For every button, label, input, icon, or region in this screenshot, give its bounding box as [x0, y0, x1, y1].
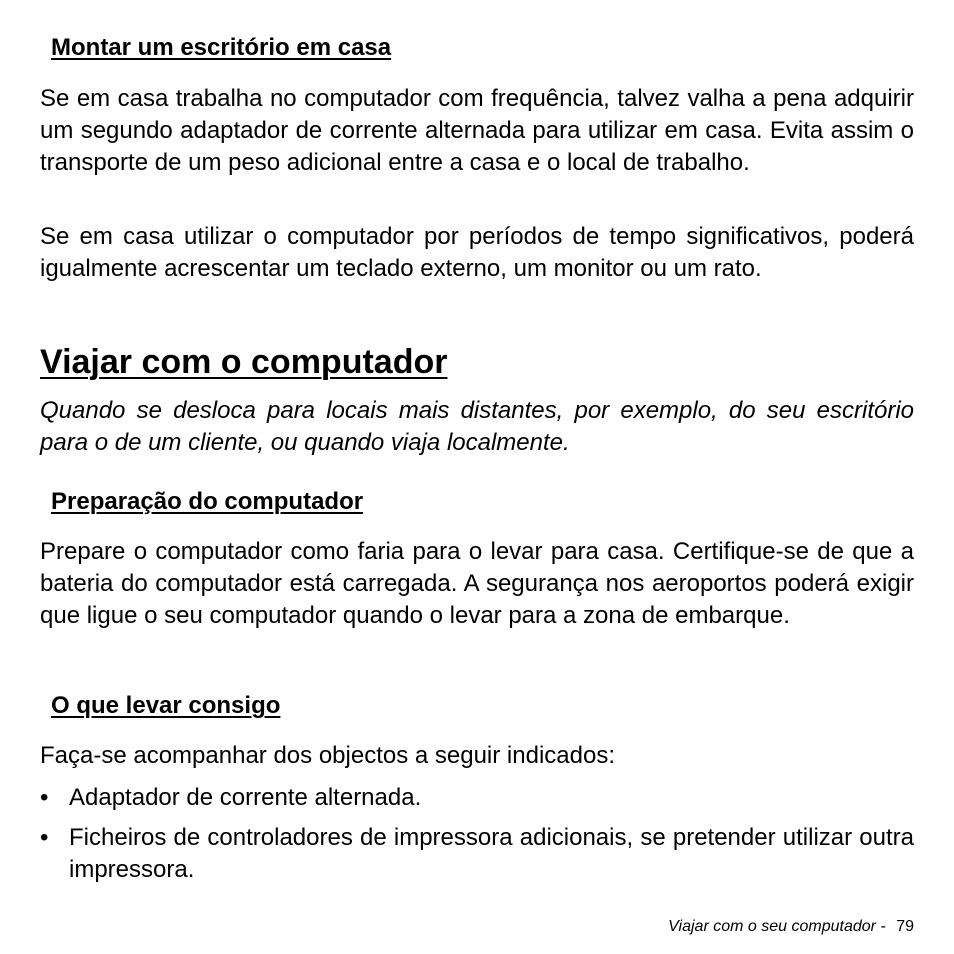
page-footer: [668, 917, 914, 937]
travel-intro: Quando se desloca para locais mais distantes, por exemplo, do seu escritório para o de um cliente, ou quando viaja localmente.: [40, 397, 914, 456]
footer-title: Viajar com o seu computador -: [668, 918, 886, 935]
home-office-paragraph-1: Se em casa trabalha no computador com frequência, talvez valha a pena adquirir um segundo adaptador de corrente alternada para utilizar em casa. Evita assim o transporte de um peso adicional entre a casa e o local de trabalho.: [40, 85, 914, 176]
list-item-text: Ficheiros de controladores de impressora adicionais, se pretender utilizar outra impressora.: [69, 824, 914, 883]
section-heading-travel: Viajar com o computador: [40, 343, 448, 381]
section-heading-home-office: Montar um escritório em casa: [51, 34, 392, 61]
what-to-bring-intro: Faça-se acompanhar dos objectos a seguir indicados:: [40, 742, 615, 769]
bullet-icon: •: [40, 824, 49, 851]
bring-list: [40, 782, 914, 894]
preparation-paragraph: Prepare o computador como faria para o levar para casa. Certifique-se de que a bateria do computador está carregada. A segurança nos aeroportos poderá exigir que ligue o seu computador quando o levar para a zona de embarque.: [40, 538, 914, 629]
list-item: [40, 782, 914, 814]
list-item-text: Adaptador de corrente alternada.: [69, 784, 422, 811]
bullet-icon: •: [40, 784, 49, 811]
list-item: [40, 822, 914, 886]
page-number: 79: [896, 918, 914, 935]
section-heading-what-to-bring: O que levar consigo: [51, 692, 281, 719]
section-heading-preparation: Preparação do computador: [51, 488, 364, 515]
home-office-paragraph-2: Se em casa utilizar o computador por períodos de tempo significativos, poderá igualmente acrescentar um teclado externo, um monitor ou um rato.: [40, 223, 914, 282]
